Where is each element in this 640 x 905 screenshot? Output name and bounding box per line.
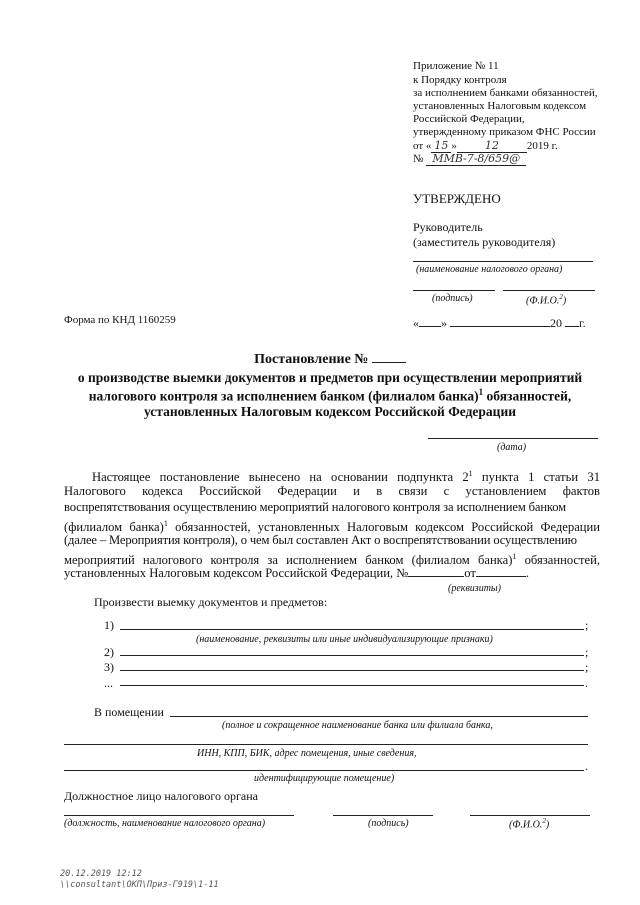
requisites-caption: (реквизиты) xyxy=(448,583,502,594)
item-line-3 xyxy=(120,670,584,671)
item-caption: (наименование, реквизиты или иные индивидуализирующие признаки) xyxy=(196,634,493,645)
item-semicolon: ; xyxy=(585,645,589,659)
approval-date: « » 20 г. xyxy=(413,316,586,330)
appendix-line: Российской Федерации, xyxy=(413,113,525,125)
premises-line-3 xyxy=(64,770,584,771)
item-number-1: 1) xyxy=(104,618,114,632)
premises-line-1 xyxy=(170,716,588,717)
title-line: установленных Налоговым кодексом Российской Федерации xyxy=(143,404,517,419)
body-line: (филиалом банка)$^1$ обязанностей, установленных Налоговым кодексом Российской Федерации xyxy=(64,518,600,534)
date-line xyxy=(428,438,598,439)
body-line: воспрепятствования осуществлению мероприятий налогового контроля за исполнением банком xyxy=(64,500,566,514)
body-line: установленных Налоговым кодексом Российской Федерации, № от . xyxy=(64,566,530,580)
title-line: налогового контроля за исполнением банком (филиалом банка)$^1$ обязанностей, xyxy=(88,387,572,404)
premises-caption: идентифицирующие помещение) xyxy=(254,773,395,784)
title-line: о производстве выемки документов и предметов при осуществлении мероприятий xyxy=(77,370,583,385)
premises-label: В помещении xyxy=(94,705,164,719)
appendix-line: к Порядку контроля xyxy=(413,74,507,86)
head-label: Руководитель xyxy=(413,220,483,234)
fio-caption: (Ф.И.О.$^2$) xyxy=(526,293,567,307)
item-line-1 xyxy=(120,629,584,630)
premises-period: . xyxy=(585,759,588,773)
date-caption: (дата) xyxy=(497,442,527,453)
item-number-2: 2) xyxy=(104,645,114,659)
premises-caption: (полное и сокращенное наименование банка или филиала банка, xyxy=(222,720,493,731)
signature-line xyxy=(413,290,495,291)
print-filepath: \\consultant\ОКП\Приз-Г919\1-11 xyxy=(60,880,219,890)
appendix-line: утвержденному приказом ФНС России xyxy=(413,126,596,138)
appendix-line: за исполнением банками обязанностей, xyxy=(413,87,598,99)
item-line-2 xyxy=(120,655,584,656)
authority-caption: (наименование налогового органа) xyxy=(416,264,563,275)
official-signature-caption: (подпись) xyxy=(368,818,409,829)
premises-caption: ИНН, КПП, БИК, адрес помещения, иные сведения, xyxy=(197,748,417,759)
form-code: Форма по КНД 1160259 xyxy=(64,314,176,326)
handwritten-month: 12 xyxy=(457,139,527,153)
title-main: Постановление № xyxy=(40,352,620,368)
handwritten-order-number: ММВ-7-8/659@ xyxy=(426,152,526,166)
appendix-order-number: № ММВ-7-8/659@ xyxy=(413,152,526,166)
official-signature-line xyxy=(333,815,433,816)
item-semicolon: ; xyxy=(585,618,589,632)
appendix-line: установленных Налоговым кодексом xyxy=(413,100,587,112)
item-semicolon: ; xyxy=(585,660,589,674)
appendix-number: Приложение № 11 xyxy=(413,60,499,72)
premises-line-2 xyxy=(64,744,588,745)
handwritten-day: 15 xyxy=(431,139,451,153)
print-timestamp: 20.12.2019 12:12 xyxy=(60,869,142,879)
body-line: (далее – Мероприятия контроля), о чем был составлен Акт о воспрепятствовании осуществлению xyxy=(64,533,577,547)
item-more: ... xyxy=(104,676,113,690)
official-position-caption: (должность, наименование налогового органа) xyxy=(64,818,266,829)
approved-label: УТВЕРЖДЕНО xyxy=(413,191,501,206)
body-line: Настоящее постановление вынесено на основании подпункта $2^1$ пункта 1 статьи 31 xyxy=(92,469,600,485)
deputy-label: (заместитель руководителя) xyxy=(413,235,556,249)
official-fio-caption: (Ф.И.О.$^2$) xyxy=(509,817,550,831)
seizure-heading: Произвести выемку документов и предметов: xyxy=(94,595,328,609)
item-number-3: 3) xyxy=(104,660,114,674)
fio-line xyxy=(503,290,595,291)
signature-caption: (подпись) xyxy=(432,293,473,304)
item-line-more xyxy=(120,685,584,686)
authority-line xyxy=(413,261,593,262)
appendix-date: от « 15 » 12 2019 г. xyxy=(413,139,558,152)
body-line: мероприятий налогового контроля за исполнением банком (филиалом банка)$^1$ обязанностей, xyxy=(64,551,601,567)
item-period: . xyxy=(585,676,588,690)
official-fio-line xyxy=(470,815,590,816)
body-line: Налогового кодекса Российской Федерации и в связи с установлением фактов xyxy=(64,483,600,498)
body-paragraph xyxy=(64,466,600,582)
official-position-line xyxy=(64,815,294,816)
official-label: Должностное лицо налогового органа xyxy=(64,789,258,803)
